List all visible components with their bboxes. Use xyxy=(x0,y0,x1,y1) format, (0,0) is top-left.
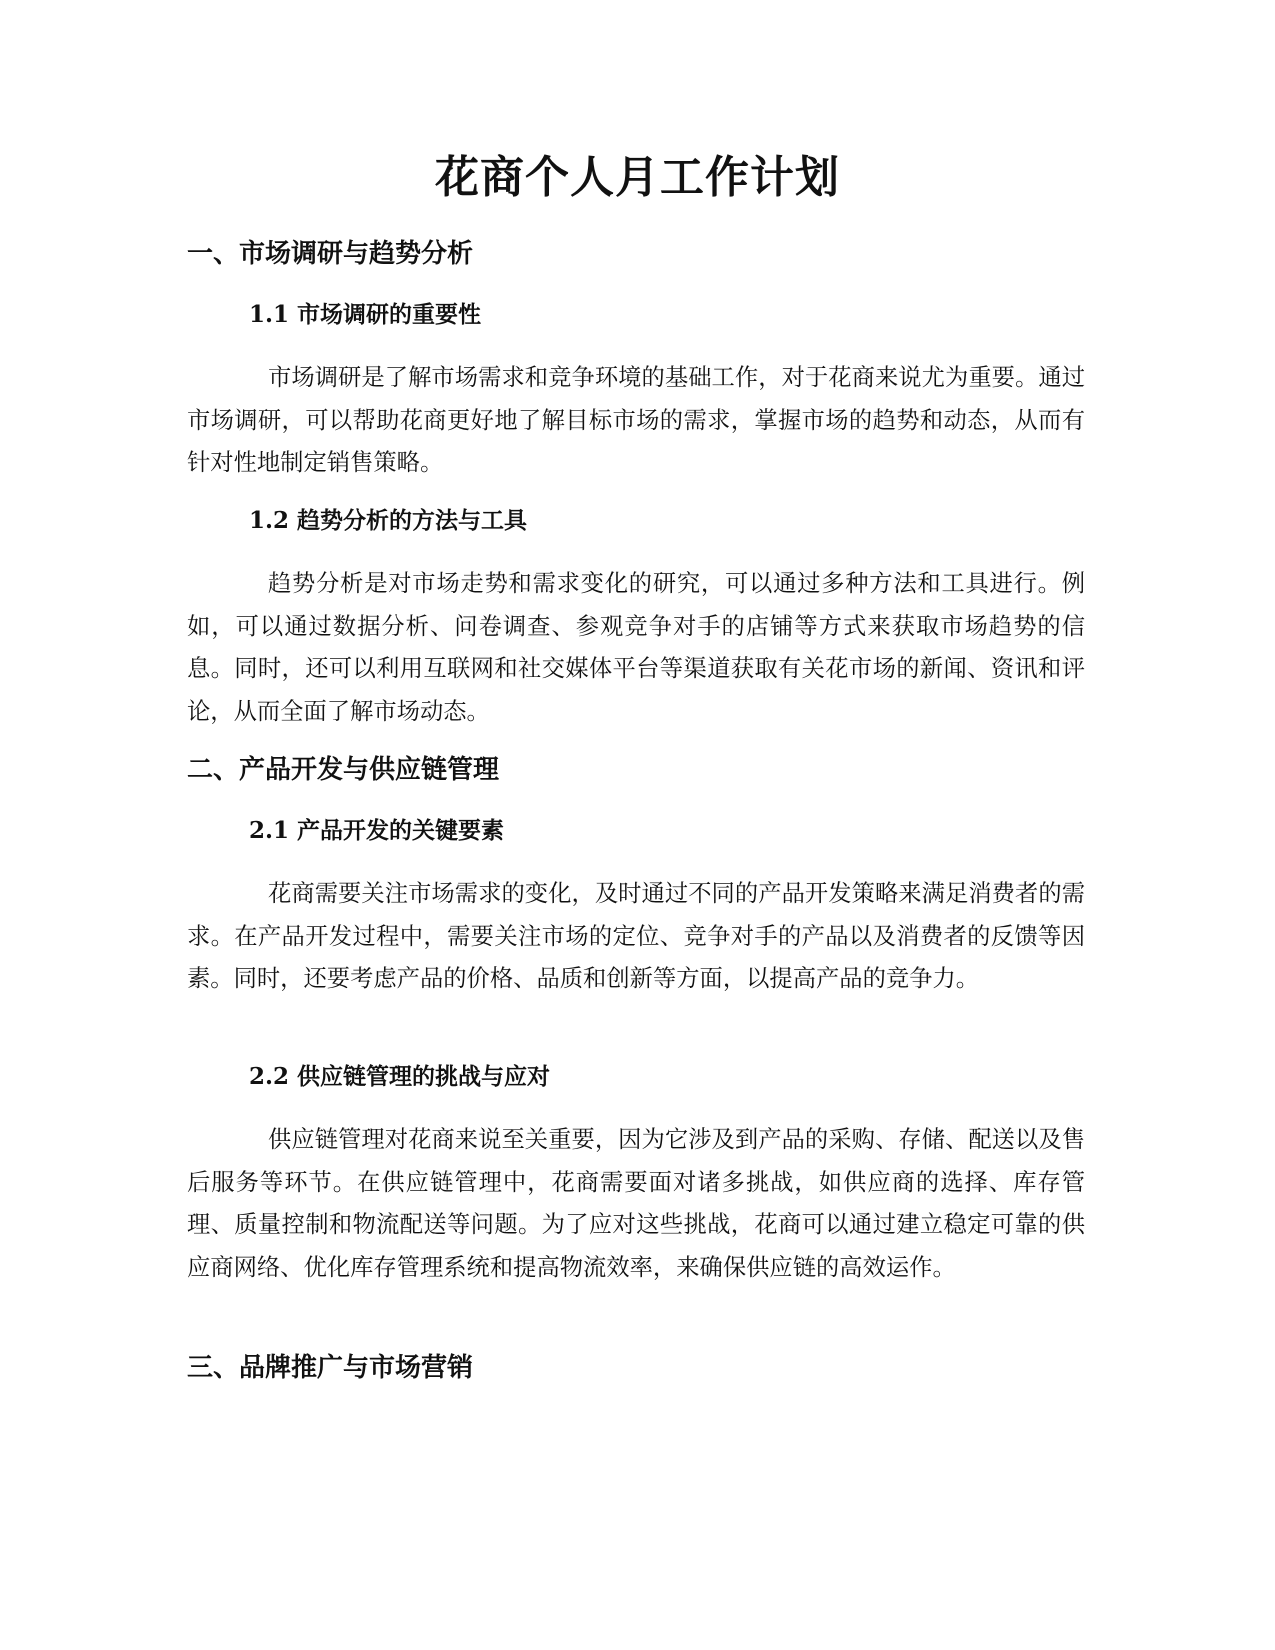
paragraph-2-2: 供应链管理对花商来说至关重要，因为它涉及到产品的采购、存储、配送以及售后服务等环节。在供应链管理中，花商需要面对诸多挑战，如供应商的选择、库存管理、质量控制和物流配送等问题。为了应对这些挑战，花商可以通过建立稳定可靠的供应商网络、优化库存管理系统和提高物流效率，来确保供应链的高效运作。 xyxy=(187,1126,1085,1281)
subsection-heading-1-1: 1.1 市场调研的重要性 xyxy=(249,301,482,328)
subsection-heading-1-2: 1.2 趋势分析的方法与工具 xyxy=(249,507,528,534)
section-heading-3: 三、品牌推广与市场营销 xyxy=(187,1353,474,1383)
subsection-heading-2-2: 2.2 供应链管理的挑战与应对 xyxy=(249,1063,551,1090)
section-heading-2: 二、产品开发与供应链管理 xyxy=(187,755,500,785)
document-title: 花商个人月工作计划 xyxy=(435,152,840,203)
paragraph-1-2: 趋势分析是对市场走势和需求变化的研究，可以通过多种方法和工具进行。例如，可以通过数据分析、问卷调查、参观竞争对手的店铺等方式来获取市场趋势的信息。同时，还可以利用互联网和社交媒体平台等渠道获取有关花市场的新闻、资讯和评论，从而全面了解市场动态。 xyxy=(187,570,1085,725)
paragraph-2-1: 花商需要关注市场需求的变化，及时通过不同的产品开发策略来满足消费者的需求。在产品开发过程中，需要关注市场的定位、竞争对手的产品以及消费者的反馈等因素。同时，还要考虑产品的价格、品质和创新等方面，以提高产品的竞争力。 xyxy=(187,880,1085,992)
paragraph-1-1: 市场调研是了解市场需求和竞争环境的基础工作，对于花商来说尤为重要。通过市场调研，可以帮助花商更好地了解目标市场的需求，掌握市场的趋势和动态，从而有针对性地制定销售策略。 xyxy=(187,364,1085,476)
subsection-heading-2-1: 2.1 产品开发的关键要素 xyxy=(249,817,505,844)
section-heading-1: 一、市场调研与趋势分析 xyxy=(187,239,474,269)
